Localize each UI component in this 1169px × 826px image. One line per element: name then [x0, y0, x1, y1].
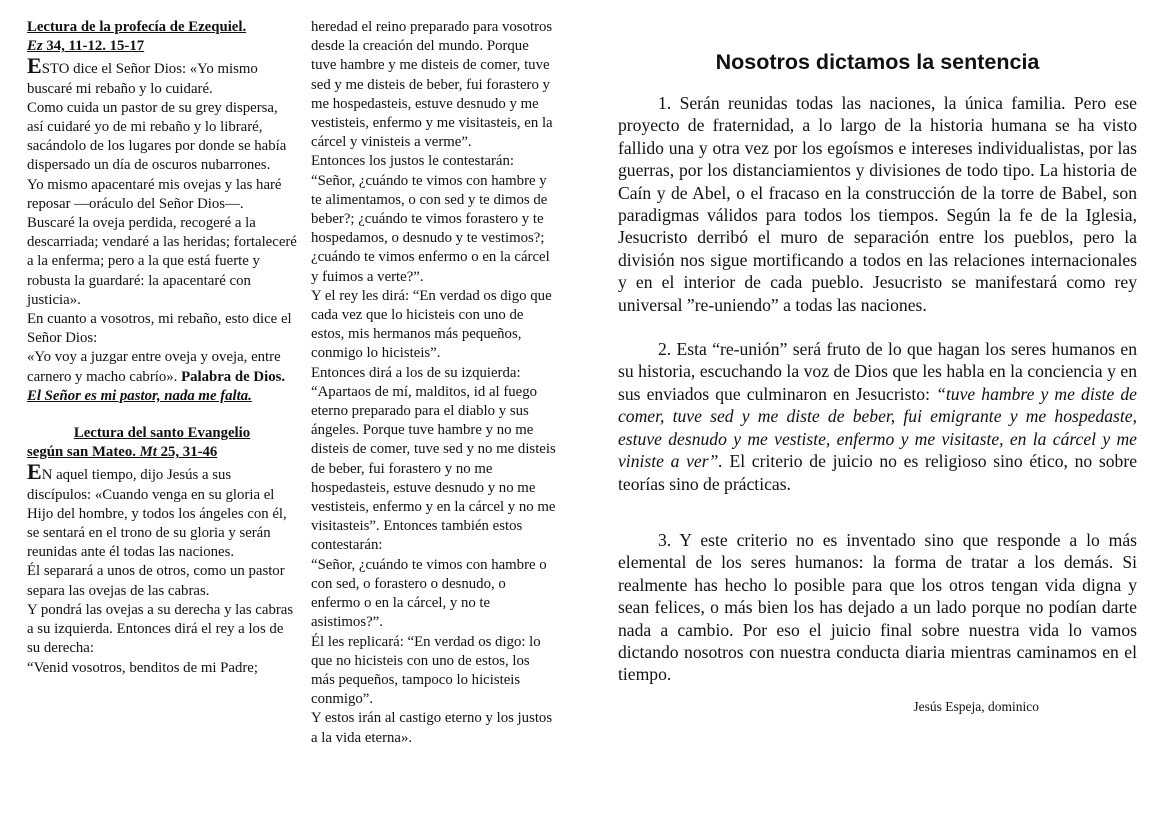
- gospel-paragraph: Y el rey les dirá: “En verdad os digo que cada vez que lo hicisteis con uno de estos, mis hermanos más pequeños, conmigo lo hicisteis”.: [311, 287, 552, 362]
- author-signature: Jesús Espeja, dominico: [913, 698, 1039, 714]
- first-reading-paragraph: [27, 348, 297, 386]
- gospel-reference: 25, 31-46: [156, 444, 218, 461]
- commentary-paragraph-3: 3. Y este criterio no es inventado sino que responde a lo más elemental de los seres humanos: la forma de tratar a los demás. Si realmente has hecho lo posible para que los otros tengan vida digna y sean felices, o más bien los has dejado a un lado porque no podían darte nada a cambio. Por eso el juicio final sobre nuestra vida lo vamos dictando nosotros con nuestra conducta diaria mientras caminamos en el tiempo.: [618, 529, 1137, 685]
- gospel-paragraph: “Señor, ¿cuándo te vimos con hambre o con sed, o forastero o desnudo, o enfermo o en la cárcel, y no te asistimos?”.: [311, 556, 547, 631]
- commentary-text: 2. Esta “re-unión” será fruto de lo que hagan los seres humanos en su historia, escuchando la voz de Dios que les habla en la conciencia y en sus enviados que culminaron en Jesucristo:: [618, 339, 1137, 404]
- gospel-paragraph: “Venid vosotros, benditos de mi Padre;: [27, 659, 258, 676]
- first-reading-text: «Yo voy a juzgar entre oveja y oveja, entre carnero y macho cabrío».: [27, 349, 281, 385]
- commentary-column: [618, 18, 1137, 718]
- gospel-subtitle: según san Mateo.: [27, 444, 140, 461]
- gospel-paragraph: Entonces los justos le contestarán:: [311, 153, 515, 170]
- first-reading-paragraph: En cuanto a vosotros, mi rebaño, esto dice el Señor Dios:: [27, 311, 292, 347]
- gospel-paragraph: “Señor, ¿cuándo te vimos con hambre y te alimentamos, o con sed y te dimos de beber?; ¿cuándo te vimos forastero y te hospedamos, o desnudo y te vestimos?; ¿cuándo te vimos enfermo o en la cárcel y fuimos a verte?”.: [311, 172, 550, 285]
- commentary-paragraph-1: 1. Serán reunidas todas las naciones, la única familia. Pero ese proyecto de fraternidad, a lo largo de la historia humana se ha visto fallido una y otra vez por los egoísmos e intereses individualistas, por las guerras, por los distanciamientos y divisiones de todo tipo. La historia de Caín y de Abel, o el fracaso en la construcción de la torre de Babel, son paradigmas válidos para todos los tiempos. Según la fe de la Iglesia, Jesucristo derribó el muro de separación entre los pueblos, pero la división nos sigue mortificando a todos en las relaciones internacionales y en el interior de cada pueblo. Jesucristo se manifestará como rey universal ”re-uniendo” a todas las naciones.: [618, 93, 1137, 315]
- psalm-response: El Señor es mi pastor, nada me falta.: [27, 387, 252, 404]
- gospel-paragraph: Entonces dirá a los de su izquierda: “Apartaos de mí, malditos, id al fuego eterno preparado para el diablo y sus ángeles. Porque tuve hambre y no me disteis de comer, tuve sed y no me disteis de beber, fui forastero y no me hospedasteis, estuve desnudo y no me vestisteis, enfermo y en la cárcel y no me visitasteis”. Entonces también estos contestarán:: [311, 364, 556, 554]
- first-reading-text: STO dice el Señor Dios: «Yo mismo buscaré mi rebaño y lo cuidaré.: [27, 61, 258, 97]
- commentary-title: Nosotros dictamos la sentencia: [715, 50, 1040, 74]
- first-reading-paragraph: Como cuida un pastor de su grey dispersa, así cuidaré yo de mi rebaño y lo libraré,: [27, 99, 278, 136]
- gospel-paragraph: Y pondrá las ovejas a su derecha y las cabras a su izquierda. Entonces dirá el rey a los de su derecha:: [27, 601, 294, 657]
- first-reading-column: [27, 18, 297, 678]
- commentary-paragraph-2: [618, 338, 1137, 495]
- commentary-quote: “tuve hambre y me diste de comer, tuve sed y me diste de beber, fui emigrante y me hospedaste, estuve desnudo y me vestiste, enfermo y me visitaste, en la cárcel y me viniste a ver”.: [618, 383, 1137, 472]
- gospel-paragraph: heredad el reino preparado para vosotros desde la creación del mundo. Porque tuve hambre y me disteis de comer, tuve sed y me disteis de beber, fui forastero y me hospedasteis, estuve desnudo y me vestisteis, enfermo y me visitasteis, en la cárcel y vinisteis a verme”.: [311, 19, 553, 151]
- gospel-text: N aquel tiempo, dijo Jesús a sus discípulos: «Cuando venga en su gloria el Hijo del hombre, y todos los ángeles con él, se sentará en el trono de su gloria y serán reunidas ante él todas las naciones.: [27, 467, 287, 561]
- gospel-dropcap: E: [27, 459, 42, 485]
- commentary-text: El criterio de juicio no es religioso sino ético, no sobre teorías sino de prácticas.: [618, 451, 1137, 494]
- first-reading-dropcap: E: [27, 53, 42, 79]
- first-reading-paragraph: Buscaré la oveja perdida, recogeré a la descarriada; vendaré a las heridas; fortaleceré a la enferma; pero a la que está fuerte y robusta la guardaré: la apacentaré con justicia».: [27, 215, 297, 308]
- gospel-continuation-column: [311, 18, 557, 748]
- word-of-god: Palabra de Dios.: [181, 368, 286, 385]
- gospel-paragraph: Él separará a unos de otros, como un pastor separa las ovejas de las cabras.: [27, 563, 285, 599]
- gospel-title: Lectura del santo Evangelio: [73, 425, 251, 442]
- gospel-heading: [27, 424, 297, 443]
- first-reading-title: Lectura de la profecía de Ezequiel.: [27, 19, 247, 35]
- first-reading-paragraph: [27, 53, 297, 98]
- gospel-paragraph: Y estos irán al castigo eterno y los justos a la vida eterna».: [311, 710, 553, 746]
- first-reading-reference: 34, 11-12. 15-17: [42, 38, 145, 55]
- first-reading-paragraph: sacándolo de los lugares por donde se había dispersado un día de oscuros nubarrones.: [27, 138, 287, 174]
- first-reading-book: Ez: [27, 38, 43, 55]
- gospel-heading-line2: [27, 443, 297, 462]
- gospel-paragraph: [27, 459, 297, 562]
- gospel-book: Mt: [139, 444, 157, 461]
- first-reading-heading: [27, 18, 297, 56]
- gospel-paragraph: Él les replicará: “En verdad os digo: lo que no hicisteis con uno de estos, los más pequeños, tampoco lo hicisteis conmigo”.: [311, 633, 541, 708]
- first-reading-paragraph: Yo mismo apacentaré mis ovejas y las haré reposar —oráculo del Señor Dios—.: [27, 176, 282, 212]
